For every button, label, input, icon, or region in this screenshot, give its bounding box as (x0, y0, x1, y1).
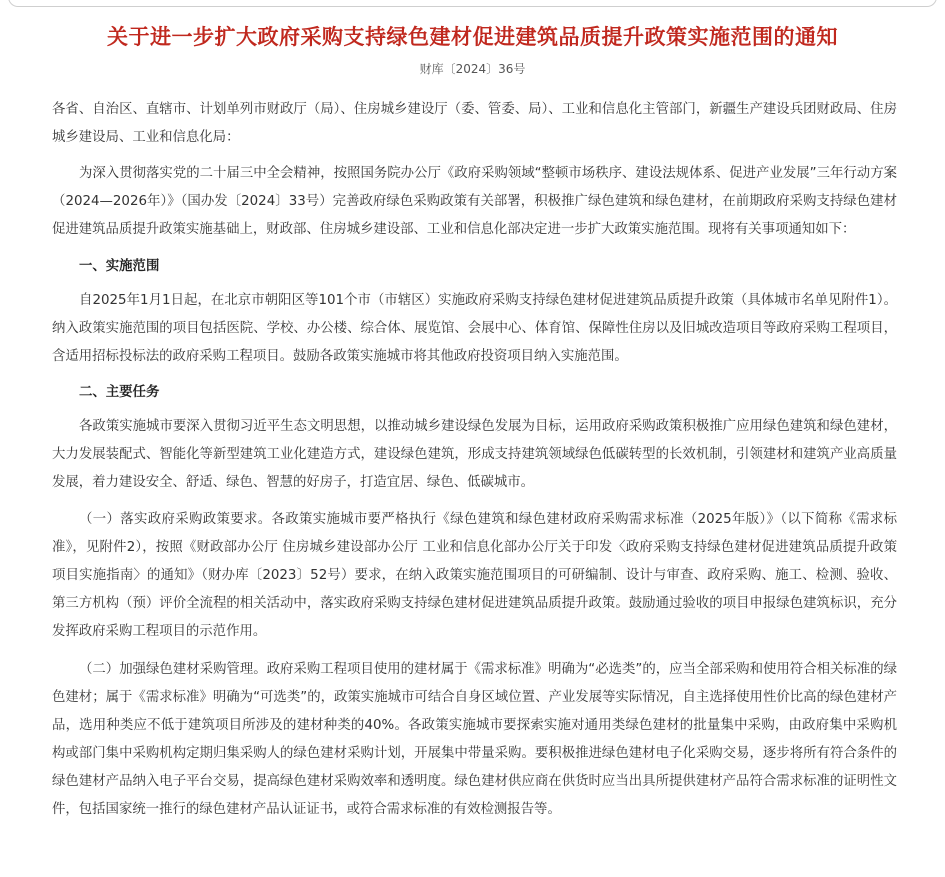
tasks-paragraph: 各政策实施城市要深入贯彻习近平生态文明思想，以推动城乡建设绿色发展为目标，运用政府采购政策积极推广应用绿色建筑和绿色建材，大力发展装配式、智能化等新型建筑工业化建造方式，建设绿色建筑，形成支持建筑领域绿色低碳转型的长效机制，引领建材和建筑产业高质量发展，着力建设安全、舒适、绿色、智慧的好房子，打造宜居、绿色、低碳城市。 (52, 419, 897, 490)
section-heading-scope: 一、实施范围 (79, 259, 160, 274)
section-heading-tasks: 二、主要任务 (79, 385, 160, 400)
document-body (52, 96, 897, 824)
document-number: 财库〔2024〕36号 (419, 62, 526, 76)
document-title: 关于进一步扩大政府采购支持绿色建材促进建筑品质提升政策实施范围的通知 (107, 24, 838, 49)
task-item-2: （二）加强绿色建材采购管理。政府采购工程项目使用的建材属于《需求标准》明确为“必选类”的，应当全部采购和使用符合相关标准的绿色建材；属于《需求标准》明确为“可选类”的，政策实施城市可结合自身区域位置、产业发展等实际情况，自主选择使用性价比高的绿色建材产品，选用种类应不低于建筑项目所涉及的建材种类的40%。各政策实施城市要探索实施对通用类绿色建材的批量集中采购，由政府集中采购机构或部门集中采购机构定期归集采购人的绿色建材采购计划，开展集中带量采购。要积极推进绿色建材电子化采购交易，逐步将所有符合条件的绿色建材产品纳入电子平台交易，提高绿色建材采购效率和透明度。绿色建材供应商在供货时应当出具所提供建材产品符合需求标准的证明性文件，包括国家统一推行的绿色建材产品认证证书，或符合需求标准的有效检测报告等。 (52, 662, 897, 817)
task-item-1: （一）落实政府采购政策要求。各政策实施城市要严格执行《绿色建筑和绿色建材政府采购需求标准（2025年版）》（以下简称《需求标准》，见附件2），按照《财政部办公厅 住房城乡建设部办公厅 工业和信息化部办公厅关于印发〈政府采购支持绿色建材促进建筑品质提升政策项目实施指南〉的通知》（财办库〔2023〕52号）要求，在纳入政策实施范围项目的可研编制、设计与审查、政府采购、施工、检测、验收、第三方机构（预）评价全流程的相关活动中，落实政府采购支持绿色建材促进建筑品质提升政策。鼓励通过验收的项目申报绿色建筑标识，充分发挥政府采购工程项目的示范作用。 (52, 512, 897, 639)
page-top-border (0, 0, 945, 10)
border-line (8, 0, 937, 7)
intro-paragraph: 为深入贯彻落实党的二十届三中全会精神，按照国务院办公厅《政府采购领域“整顿市场秩序、建设法规体系、促进产业发展”三年行动方案（2024—2026年）》（国办发〔2024〕33号）完善政府绿色采购政策有关部署，积极推广绿色建筑和绿色建材，在前期政府采购支持绿色建材促进建筑品质提升政策实施基础上，财政部、住房城乡建设部、工业和信息化部决定进一步扩大政策实施范围。现将有关事项通知如下： (52, 166, 897, 237)
salutation: 各省、自治区、直辖市、计划单列市财政厅（局）、住房城乡建设厅（委、管委、局）、工业和信息化主管部门，新疆生产建设兵团财政局、住房城乡建设局、工业和信息化局： (52, 102, 897, 145)
scope-paragraph: 自2025年1月1日起，在北京市朝阳区等101个市（市辖区）实施政府采购支持绿色建材促进建筑品质提升政策（具体城市名单见附件1）。纳入政策实施范围的项目包括医院、学校、办公楼、综合体、展览馆、会展中心、体育馆、保障性住房以及旧城改造项目等政府采购工程项目，含适用招标投标法的政府采购工程项目。鼓励各政策实施城市将其他政府投资项目纳入实施范围。 (52, 293, 897, 364)
